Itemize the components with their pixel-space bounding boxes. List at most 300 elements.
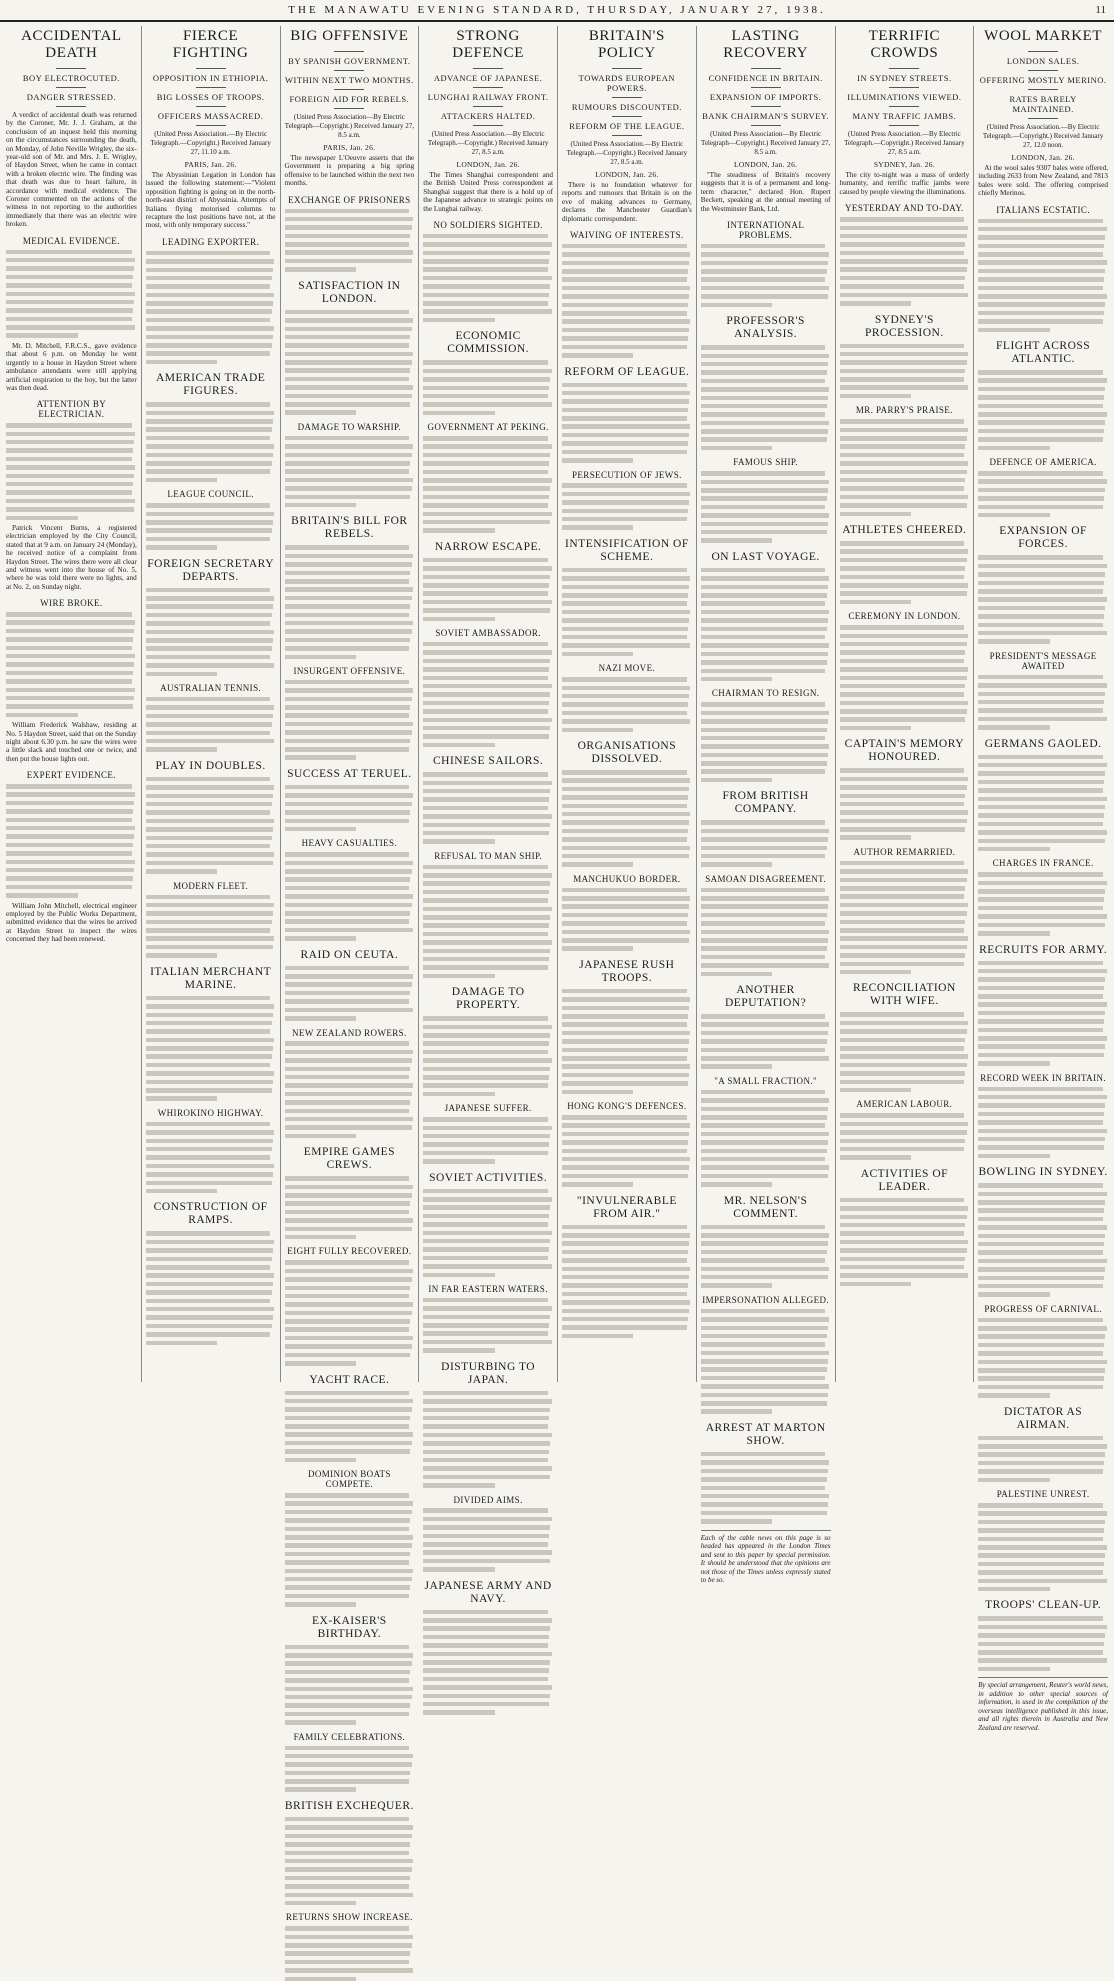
text-line — [978, 897, 1104, 902]
text-line — [701, 303, 772, 308]
text-line — [562, 1140, 688, 1145]
text-line — [840, 478, 966, 483]
text-line — [423, 907, 551, 912]
text-line — [285, 1867, 412, 1872]
body-text-block — [285, 1041, 415, 1138]
text-line — [701, 1409, 772, 1414]
text-line — [978, 260, 1106, 265]
article-paragraph: The Abyssinian Legation in London has issued the following statement:—"Violent opposition fighting is going on in the north-north-east district of Abyssinia. Attempts of Italians flying motorised columns to recapture the lost positions have not, at the most, with only temporary success." — [145, 171, 276, 230]
text-line — [840, 650, 966, 655]
section-heading: FLIGHT ACROSS ATLANTIC. — [996, 340, 1091, 366]
article-paragraph: There is no foundation whatever for reports and rumours that Britain is on the eve of making advances to Germany, declares the Manchester Guardian's diplomatic correspondent. — [562, 181, 692, 223]
article-paragraph: The Times Shanghai correspondent and the British United Press correspondent at Shanghai suggest that there is a hold up of the Japanese advance to strategic points on the Lunghai railway. — [423, 171, 553, 213]
text-line — [978, 277, 1104, 282]
text-line — [146, 1172, 273, 1177]
body-text-block — [285, 1645, 415, 1725]
section-heading: BOWLING IN SYDNEY. — [978, 1166, 1108, 1179]
text-line — [562, 1233, 690, 1238]
wire-credit: (United Press Association—By Electric Telegraph—Copyright.) Received January 27, 8.5 a.m. — [701, 130, 831, 156]
text-line — [562, 1006, 689, 1011]
section-heading: AMERICAN LABOUR. — [856, 1099, 953, 1110]
text-line — [423, 436, 548, 441]
section-heading: INSURGENT OFFENSIVE. — [293, 666, 406, 677]
text-line — [285, 1560, 410, 1565]
text-line — [701, 277, 826, 282]
text-line — [285, 377, 410, 382]
text-line — [423, 650, 551, 655]
text-line — [840, 1122, 968, 1127]
text-line — [701, 538, 772, 543]
text-line — [285, 368, 411, 373]
text-line — [285, 1842, 411, 1847]
text-line — [978, 994, 1103, 999]
text-line — [285, 1210, 410, 1215]
text-line — [6, 679, 132, 684]
text-line — [423, 259, 549, 264]
text-line — [146, 469, 271, 474]
text-line — [146, 309, 272, 314]
text-line — [840, 1046, 965, 1051]
text-line — [146, 402, 271, 407]
text-line — [146, 512, 274, 517]
text-line — [701, 1182, 772, 1187]
text-line — [285, 217, 413, 222]
text-line — [978, 471, 1103, 476]
text-line — [423, 1083, 548, 1088]
section-heading: REFUSAL TO MAN SHIP. — [434, 850, 543, 861]
text-line — [423, 284, 550, 289]
text-line — [423, 1441, 550, 1446]
text-line — [701, 1132, 829, 1137]
section-heading: AMERICAN TRADE FIGURES. — [155, 372, 266, 398]
text-line — [285, 1441, 412, 1446]
text-line — [285, 1720, 356, 1725]
text-line — [701, 252, 829, 257]
text-line — [840, 903, 968, 908]
text-line — [423, 1315, 550, 1320]
text-line — [423, 642, 548, 647]
article-subheadline: OPPOSITION IN ETHIOPIA. — [152, 73, 269, 83]
text-line — [285, 1825, 413, 1830]
text-line — [146, 836, 272, 841]
text-line — [840, 461, 968, 466]
text-line — [146, 621, 271, 626]
text-line — [562, 311, 687, 316]
body-text-block — [701, 888, 831, 976]
text-line — [701, 1258, 826, 1263]
text-line — [423, 394, 548, 399]
section-heading: IN FAR EASTERN WATERS. — [428, 1284, 548, 1295]
text-line — [146, 478, 217, 483]
text-line — [978, 614, 1104, 619]
section-heading: MR. NELSON'S COMMENT. — [723, 1194, 808, 1220]
text-line — [423, 1298, 548, 1303]
text-line — [285, 436, 410, 441]
text-line — [423, 251, 550, 256]
body-text-block — [423, 1508, 553, 1571]
divider — [751, 68, 781, 69]
body-text-block — [701, 345, 831, 450]
text-line — [146, 276, 272, 281]
editorial-note: Each of the cable news on this page is so headed has appeared in the London Times and sent to this paper by special permission. It should be understood that the opinions are not those of the Times unless expressly stated to be so. — [701, 1530, 831, 1585]
text-line — [6, 792, 135, 797]
text-line — [978, 328, 1049, 333]
text-line — [146, 722, 272, 727]
text-line — [701, 601, 826, 606]
text-line — [978, 1292, 1049, 1297]
text-line — [146, 1307, 274, 1312]
text-line — [701, 1123, 826, 1128]
divider — [612, 116, 642, 117]
text-line — [701, 1359, 828, 1364]
text-line — [146, 411, 274, 416]
divider — [1028, 51, 1058, 52]
text-line — [701, 530, 827, 535]
text-line — [285, 680, 410, 685]
text-line — [423, 461, 549, 466]
section-heading: LEADING EXPORTER. — [161, 236, 260, 247]
text-line — [285, 343, 410, 348]
text-line — [562, 938, 689, 943]
article-subheadline: REFORM OF THE LEAGUE. — [569, 121, 685, 131]
text-line — [423, 1273, 494, 1278]
text-line — [562, 930, 690, 935]
text-line — [978, 294, 1106, 299]
section-heading: FAMOUS SHIP. — [733, 457, 798, 468]
text-line — [423, 974, 494, 979]
body-text-block — [701, 1309, 831, 1414]
wire-credit: (United Press Association.—By Electric Telegraph.—Copyright.) Received January 27, 8.5 a.m. — [427, 130, 549, 156]
body-text-block — [285, 209, 415, 272]
text-line — [423, 1399, 551, 1404]
text-line — [6, 893, 78, 898]
article-paragraph: Mr. D. Mitchell, F.R.C.S., gave evidence that about 6 p.m. on Monday he went urgently to a house in Haydon Street where ambulance attendants were still applying artificial respiration to the boy, but the latter was then dead. — [6, 341, 137, 392]
text-line — [978, 555, 1103, 560]
body-text-block — [701, 568, 831, 682]
text-line — [562, 888, 687, 893]
text-line — [562, 450, 687, 455]
text-line — [146, 1004, 274, 1009]
text-line — [978, 286, 1103, 291]
text-line — [701, 261, 828, 266]
body-text-block — [562, 483, 692, 529]
section-heading: WAIVING OF INTERESTS. — [570, 230, 684, 241]
text-line — [423, 873, 551, 878]
text-line — [285, 335, 411, 340]
text-line — [840, 1223, 966, 1228]
text-line — [562, 277, 687, 282]
text-line — [840, 701, 968, 706]
text-line — [978, 252, 1103, 257]
text-line — [978, 1503, 1103, 1508]
article-subheadline: IN SYDNEY STREETS. — [857, 73, 952, 83]
text-line — [285, 991, 411, 996]
text-line — [840, 377, 965, 382]
text-line — [423, 318, 494, 323]
text-line — [701, 1460, 829, 1465]
text-line — [423, 1134, 550, 1139]
body-text-block — [701, 1090, 831, 1187]
text-line — [423, 453, 550, 458]
text-line — [701, 286, 829, 291]
text-line — [562, 576, 690, 581]
text-line — [701, 744, 829, 749]
text-line — [701, 396, 828, 401]
text-line — [6, 662, 134, 667]
text-line — [562, 946, 633, 951]
section-heading: PALESTINE UNREST. — [996, 1489, 1090, 1500]
body-text-block — [423, 360, 553, 415]
text-line — [978, 446, 1049, 451]
text-line — [285, 1960, 410, 1965]
text-line — [146, 520, 273, 525]
text-line — [701, 1149, 827, 1154]
section-heading: CHINESE SAILORS. — [433, 755, 544, 768]
article-subheadline: BANK CHAIRMAN'S SURVEY. — [702, 111, 829, 121]
dateline: PARIS, Jan. 26. — [323, 143, 376, 152]
text-line — [6, 612, 132, 617]
body-text-block — [146, 1122, 276, 1194]
section-heading: INTENSIFICATION OF SCHEME. — [565, 537, 689, 563]
text-line — [423, 528, 494, 533]
text-line — [285, 1968, 413, 1973]
text-line — [562, 383, 687, 388]
text-line — [285, 1407, 412, 1412]
text-line — [978, 1095, 1106, 1100]
text-line — [6, 826, 135, 831]
text-line — [146, 1029, 271, 1034]
text-line — [285, 785, 410, 790]
text-line — [285, 1327, 410, 1332]
text-line — [6, 490, 132, 495]
text-line — [978, 631, 1106, 636]
text-line — [285, 966, 410, 971]
text-line — [840, 352, 968, 357]
text-line — [146, 1096, 217, 1101]
text-line — [562, 904, 689, 909]
text-line — [285, 444, 413, 449]
text-line — [146, 1248, 273, 1253]
text-line — [701, 1014, 826, 1019]
article-subheadline: ILLUMINATIONS VIEWED. — [847, 92, 962, 102]
text-line — [840, 667, 968, 672]
section-heading: ANOTHER DEPUTATION? — [725, 984, 807, 1010]
text-line — [978, 244, 1104, 249]
text-line — [701, 1039, 827, 1044]
text-line — [423, 797, 549, 802]
text-line — [285, 503, 356, 508]
body-text-block — [423, 1298, 553, 1353]
text-line — [562, 294, 689, 299]
article-paragraph: The city to-night was a mass of orderly humanity, and terrific traffic jambs were caused by people viewing the illuminations. — [839, 171, 970, 196]
text-line — [840, 878, 967, 883]
text-line — [285, 1552, 411, 1557]
section-heading: PROFESSOR'S ANALYSIS. — [726, 315, 805, 341]
text-line — [562, 336, 688, 341]
body-text-block — [562, 989, 692, 1094]
text-line — [6, 333, 78, 338]
text-line — [146, 777, 271, 782]
text-line — [978, 914, 1106, 919]
text-line — [285, 1510, 412, 1515]
text-line — [6, 250, 132, 255]
text-line — [840, 394, 911, 399]
divider — [196, 68, 226, 69]
text-line — [840, 768, 965, 773]
text-line — [978, 429, 1104, 434]
section-heading: FROM BRITISH COMPANY. — [722, 790, 809, 816]
text-line — [840, 444, 966, 449]
text-line — [701, 913, 827, 918]
text-line — [978, 572, 1105, 577]
text-line — [562, 610, 690, 615]
text-line — [423, 839, 494, 844]
text-line — [840, 1147, 965, 1152]
section-heading: RECONCILIATION WITH WIFE. — [852, 982, 956, 1008]
article-subheadline: OFFERING MOSTLY MERINO. — [979, 75, 1107, 85]
text-line — [978, 1318, 1103, 1323]
text-line — [146, 318, 271, 323]
text-line — [146, 1139, 273, 1144]
text-line — [978, 847, 1049, 852]
text-line — [840, 794, 966, 799]
text-line — [285, 394, 412, 399]
text-line — [423, 411, 494, 416]
body-text-block — [423, 234, 553, 322]
text-line — [423, 234, 548, 239]
text-line — [978, 881, 1106, 886]
text-line — [562, 1317, 688, 1322]
section-heading: BRITISH EXCHEQUER. — [284, 1799, 414, 1812]
text-line — [701, 972, 772, 977]
text-line — [285, 629, 412, 634]
body-text-block — [285, 1391, 415, 1463]
text-line — [978, 1667, 1049, 1672]
text-line — [423, 591, 548, 596]
text-line — [146, 326, 274, 331]
text-line — [840, 953, 966, 958]
text-line — [562, 854, 689, 859]
text-line — [562, 1275, 689, 1280]
text-line — [285, 730, 412, 735]
text-line — [840, 541, 965, 546]
text-line — [562, 1309, 689, 1314]
text-line — [285, 1269, 413, 1274]
body-text-block — [562, 383, 692, 463]
dateline: SYDNEY, Jan. 26. — [873, 160, 935, 169]
text-line — [6, 843, 133, 848]
text-line — [285, 869, 412, 874]
text-line — [423, 1408, 550, 1413]
text-line — [285, 250, 413, 255]
text-line — [423, 898, 548, 903]
text-line — [6, 876, 133, 881]
text-line — [285, 877, 411, 882]
text-line — [285, 478, 413, 483]
body-text-block — [423, 1016, 553, 1096]
masthead-rule — [0, 20, 1114, 22]
text-line — [701, 1502, 828, 1507]
text-line — [701, 1022, 829, 1027]
text-line — [840, 659, 965, 664]
text-line — [146, 1038, 274, 1043]
article-subheadline: BY SPANISH GOVERNMENT. — [288, 56, 411, 66]
body-text-block — [6, 784, 137, 898]
body-text-block — [423, 1610, 553, 1715]
text-line — [146, 852, 274, 857]
text-line — [978, 1326, 1106, 1331]
text-line — [562, 269, 688, 274]
text-line — [423, 1256, 548, 1261]
text-line — [285, 209, 410, 214]
text-line — [978, 1234, 1105, 1239]
text-line — [701, 753, 828, 758]
text-line — [146, 747, 217, 752]
text-line — [840, 1063, 967, 1068]
text-line — [701, 677, 772, 682]
text-line — [701, 354, 829, 359]
section-heading: ECONOMIC COMMISSION. — [447, 330, 530, 356]
text-line — [423, 470, 548, 475]
text-line — [562, 728, 633, 733]
text-line — [423, 1618, 551, 1623]
text-line — [701, 1064, 772, 1069]
body-text-block — [285, 1746, 415, 1792]
text-line — [840, 819, 967, 824]
text-line — [562, 862, 633, 867]
divider — [334, 70, 364, 71]
text-line — [978, 872, 1103, 877]
text-line — [978, 977, 1105, 982]
text-line — [285, 571, 411, 576]
section-heading: EMPIRE GAMES CREWS. — [303, 1146, 396, 1172]
text-line — [978, 1642, 1104, 1647]
text-line — [285, 1678, 410, 1683]
body-text-block — [978, 1087, 1108, 1159]
page-number: 11 — [1095, 4, 1106, 16]
article-column — [141, 26, 280, 1382]
section-heading: INTERNATIONAL PROBLEMS. — [727, 220, 805, 241]
body-text-block — [978, 370, 1108, 450]
text-line — [146, 869, 217, 874]
text-line — [701, 421, 829, 426]
text-line — [978, 269, 1105, 274]
text-line — [285, 802, 412, 807]
text-line — [840, 486, 965, 491]
text-line — [6, 860, 135, 865]
text-line — [701, 829, 829, 834]
text-line — [701, 1098, 829, 1103]
text-line — [146, 1046, 273, 1051]
text-line — [285, 461, 411, 466]
text-line — [423, 823, 550, 828]
section-heading: MODERN FLEET. — [173, 880, 249, 891]
body-text-block — [978, 1436, 1108, 1482]
text-line — [6, 696, 134, 701]
text-line — [146, 1122, 271, 1127]
text-line — [423, 1340, 551, 1345]
text-line — [285, 705, 411, 710]
text-line — [423, 789, 550, 794]
section-heading: EXPERT EVIDENCE. — [26, 770, 116, 781]
text-line — [840, 583, 968, 588]
article-subheadline: FOREIGN AID FOR REBELS. — [289, 94, 410, 104]
text-line — [285, 1176, 410, 1181]
body-text-block — [285, 545, 415, 659]
text-line — [423, 1306, 551, 1311]
text-line — [840, 1215, 967, 1220]
text-line — [146, 1341, 217, 1346]
